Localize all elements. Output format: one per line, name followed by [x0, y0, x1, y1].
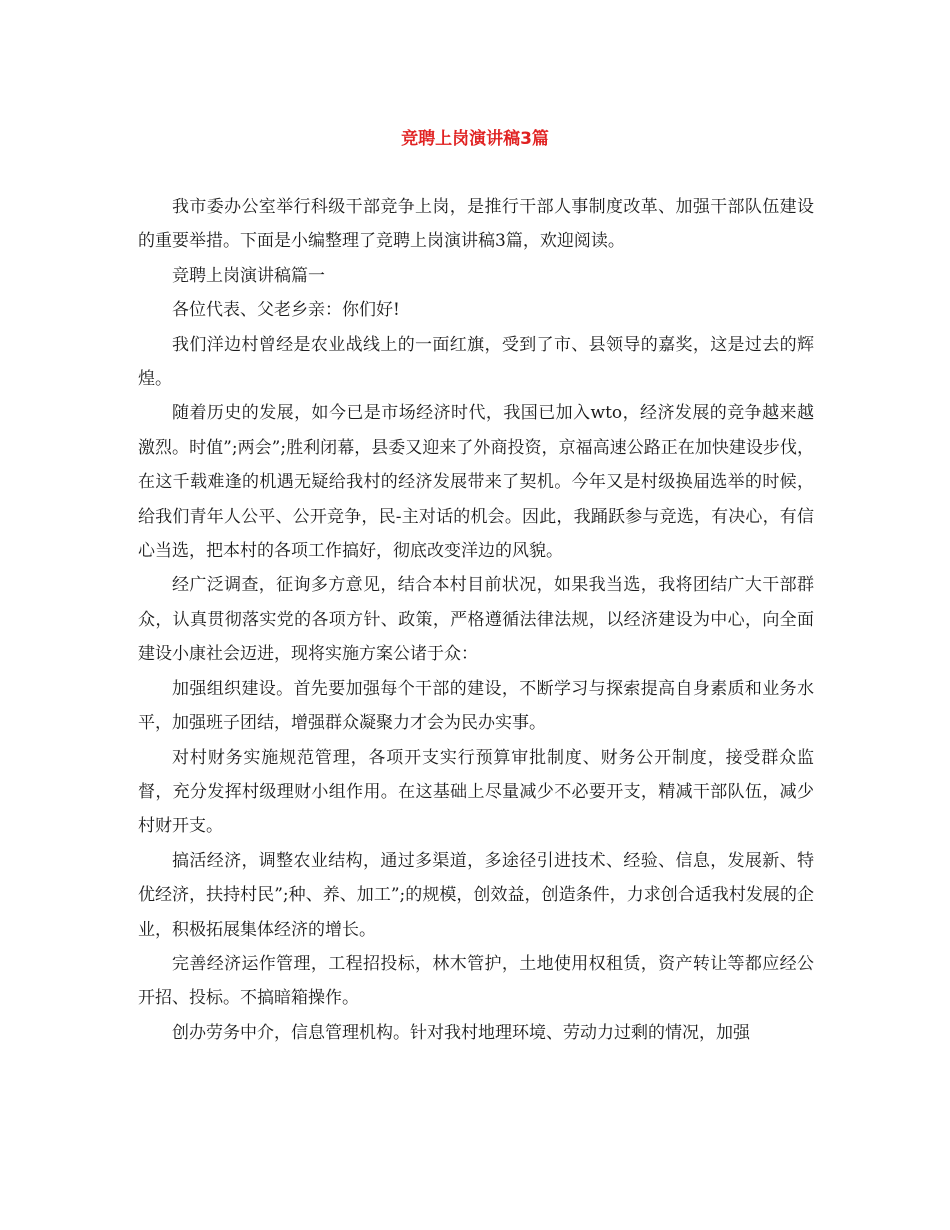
paragraph: 创办劳务中介，信息管理机构。针对我村地理环境、劳动力过剩的情况，加强	[172, 1022, 750, 1043]
paragraph: 随着历史的发展，如今已是市场经济时代，我国已加入wto，经济发展的竞争越来越激烈。时值”;两会”;胜利闭幕，县委又迎来了外商投资，京福高速公路正在加快建设步伐，在这千载难逢的机遇无疑给我村的经济发展带来了契机。今年又是村级换届选举的时候，给我们青年人公平、公开竞争，民-主对话的机会。因此，我踊跃参与竞选，有决心，有信心当选，把本村的各项工作搞好，彻底改变洋边的风貌。	[138, 403, 814, 562]
paragraph: 我市委办公室举行科级干部竞争上岗，是推行干部人事制度改革、加强干部队伍建设的重要举措。下面是小编整理了竞聘上岗演讲稿3篇，欢迎阅读。	[138, 197, 814, 252]
paragraph: 加强组织建设。首先要加强每个干部的建设，不断学习与探索提高自身素质和业务水平，加强班子团结，增强群众凝聚力才会为民办实事。	[138, 678, 814, 734]
paragraph: 我们洋边村曾经是农业战线上的一面红旗，受到了市、县领导的嘉奖，这是过去的辉煌。	[138, 334, 814, 390]
paragraph: 完善经济运作管理，工程招投标，林木管护，土地使用权租赁，资产转让等都应经公开招、投标。不搞暗箱操作。	[138, 953, 814, 1009]
paragraph: 对村财务实施规范管理，各项开支实行预算审批制度、财务公开制度，接受群众监督，充分发挥村级理财小组作用。在这基础上尽量减少不必要开支，精减干部队伍，减少村财开支。	[138, 747, 814, 837]
document-body	[138, 190, 814, 1050]
paragraph: 经广泛调查，征询多方意见，结合本村目前状况，如果我当选，我将团结广大干部群众，认真贯彻落实党的各项方针、政策，严格遵循法律法规，以经济建设为中心，向全面建设小康社会迈进，现将实施方案公诸于众：	[138, 575, 814, 665]
section-heading: 竞聘上岗演讲稿篇一	[172, 265, 325, 286]
paragraph: 搞活经济，调整农业结构，通过多渠道，多途径引进技术、经验、信息，发展新、特优经济，扶持村民”;种、养、加工”;的规模，创效益，创造条件，力求创合适我村发展的企业，积极拓展集体经济的增长。	[138, 850, 814, 940]
document-title: 竞聘上岗演讲稿3篇	[401, 129, 549, 149]
salutation: 各位代表、父老乡亲：你们好!	[172, 300, 400, 321]
